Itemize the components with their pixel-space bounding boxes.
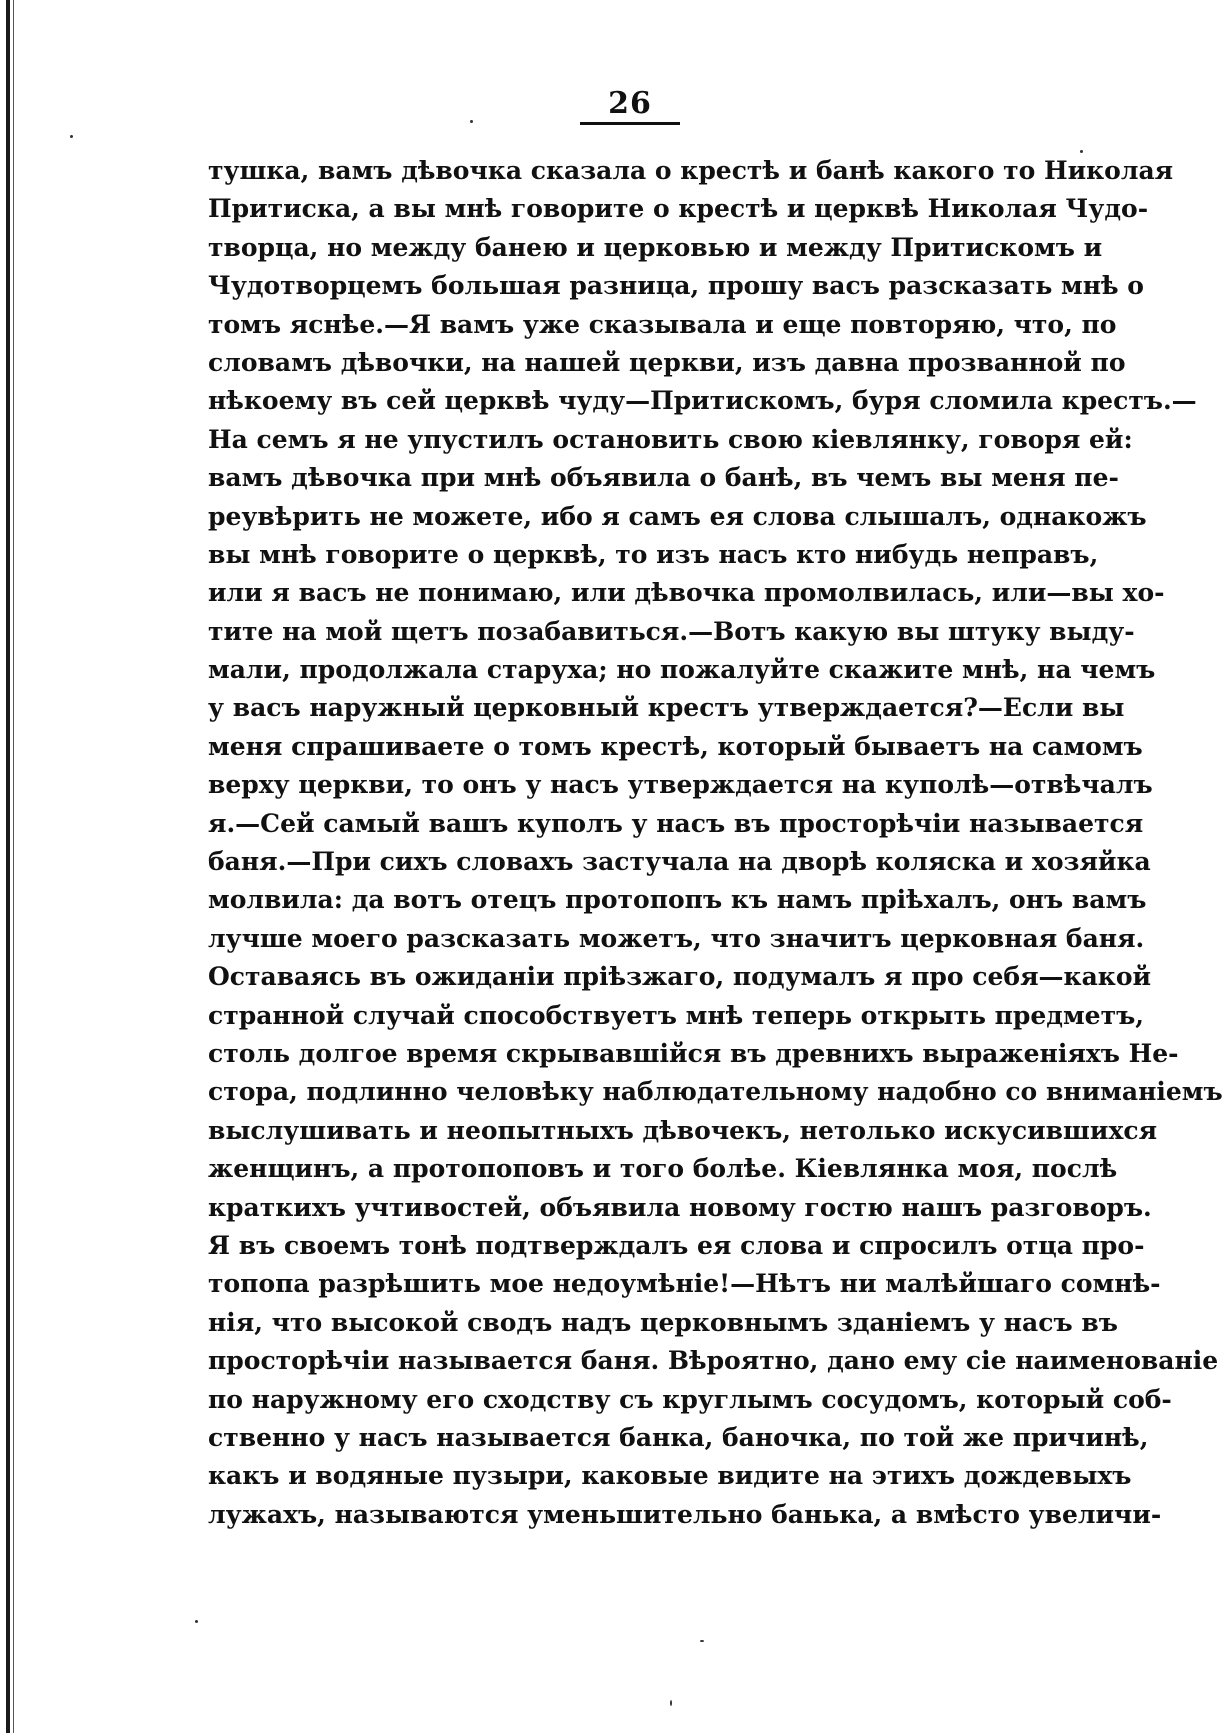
text-line: Притиска, а вы мнѣ говорите о крестѣ и церквѣ Николая Чудо- bbox=[208, 194, 1149, 224]
scan-speck bbox=[700, 1640, 704, 1642]
text-line: женщинъ, а протопоповъ и того болѣе. Кіевлянка моя, послѣ bbox=[208, 1154, 1118, 1184]
text-line: топопа разрѣшить мое недоумѣніе!—Нѣтъ ни малѣйшаго сомнѣ- bbox=[208, 1269, 1161, 1299]
page-number-rule bbox=[580, 122, 680, 125]
text-line: у васъ наружный церковный крестъ утверждается?—Если вы bbox=[208, 693, 1125, 723]
text-line: ственно у насъ называется банка, баночка, по той же причинѣ, bbox=[208, 1422, 1149, 1452]
text-line: томъ яснѣе.—Я вамъ уже сказывала и еще повторяю, что, по bbox=[208, 309, 1117, 339]
text-line: Оставаясь въ ожиданіи пріѣзжаго, подумалъ я про себя—какой bbox=[208, 962, 1152, 992]
text-line: мали, продолжала старуха; но пожалуйте скажите мнѣ, на чемъ bbox=[208, 655, 1156, 685]
scan-speck bbox=[470, 120, 473, 123]
text-line: На семъ я не упустилъ остановить свою кіевлянку, говоря ей: bbox=[208, 424, 1133, 454]
text-line: столь долгое время скрывавшійся въ древнихъ выраженіяхъ Не- bbox=[208, 1038, 1179, 1068]
text-line: какъ и водяные пузыри, каковые видите на этихъ дождевыхъ bbox=[208, 1461, 1132, 1491]
text-line: или я васъ не понимаю, или дѣвочка промолвилась, или—вы хо- bbox=[208, 578, 1165, 608]
text-line: странной случай способствуетъ мнѣ теперь открыть предметъ, bbox=[208, 1000, 1144, 1030]
text-line: нѣкоему въ сей церквѣ чуду—Притискомъ, буря сломила крестъ.— bbox=[208, 386, 1197, 416]
text-line: лучше моего разсказать можетъ, что значитъ церковная баня. bbox=[208, 923, 1145, 953]
text-line: стора, подлинно человѣку наблюдательному надобно со вниманіемъ bbox=[208, 1077, 1223, 1107]
text-line: выслушивать и неопытныхъ дѣвочекъ, нетолько искусившихся bbox=[208, 1115, 1158, 1145]
scan-speck bbox=[70, 135, 73, 138]
text-line: вамъ дѣвочка при мнѣ объявила о банѣ, въ чемъ вы меня пе- bbox=[208, 463, 1119, 493]
text-line: меня спрашиваете о томъ крестѣ, который бываетъ на самомъ bbox=[208, 731, 1143, 761]
scan-speck bbox=[670, 1700, 672, 1706]
text-line: реувѣрить не можете, ибо я самъ ея слова слышалъ, однакожъ bbox=[208, 501, 1147, 531]
text-line: краткихъ учтивостей, объявила новому гостю нашъ разговоръ. bbox=[208, 1192, 1152, 1222]
scan-edge-line bbox=[13, 0, 14, 1733]
scan-speck bbox=[195, 1620, 198, 1623]
scan-edge-left bbox=[6, 0, 10, 1733]
text-line: Чудотворцемъ большая разница, прошу васъ разсказать мнѣ о bbox=[208, 271, 1144, 301]
text-line: молвила: да вотъ отецъ протопопъ къ намъ пріѣхалъ, онъ вамъ bbox=[208, 885, 1147, 915]
text-line: просторѣчіи называется баня. Вѣроятно, дано ему сіе наименованіе bbox=[208, 1346, 1219, 1376]
text-line: нія, что высокой сводъ надъ церковнымъ зданіемъ у насъ въ bbox=[208, 1307, 1118, 1337]
text-line: тушка, вамъ дѣвочка сказала о крестѣ и банѣ какого то Николая bbox=[208, 156, 1174, 185]
text-line: тите на мой щетъ позабавиться.—Вотъ какую вы штуку выду- bbox=[208, 616, 1135, 646]
text-line: по наружному его сходству съ круглымъ сосудомъ, который соб- bbox=[208, 1384, 1172, 1414]
text-line: я.—Сей самый вашъ куполъ у насъ въ просторѣчіи называется bbox=[208, 808, 1144, 838]
text-line: творца, но между банею и церковью и между Притискомъ и bbox=[208, 232, 1103, 262]
body-text bbox=[208, 152, 1223, 1534]
page-number: 26 bbox=[608, 86, 652, 121]
text-line: лужахъ, называются уменьшительно банька, а вмѣсто увеличи- bbox=[208, 1499, 1162, 1529]
text-line: баня.—При сихъ словахъ застучала на дворѣ коляска и хозяйка bbox=[208, 847, 1151, 877]
text-line: словамъ дѣвочки, на нашей церкви, изъ давна прозванной по bbox=[208, 347, 1126, 377]
text-line: верху церкви, то онъ у насъ утверждается на куполѣ—отвѣчалъ bbox=[208, 770, 1153, 800]
scan-speck bbox=[1080, 150, 1083, 153]
text-line: Я въ своемъ тонѣ подтверждалъ ея слова и спросилъ отца про- bbox=[208, 1230, 1145, 1260]
text-line: вы мнѣ говорите о церквѣ, то изъ насъ кто нибудь неправъ, bbox=[208, 539, 1099, 569]
